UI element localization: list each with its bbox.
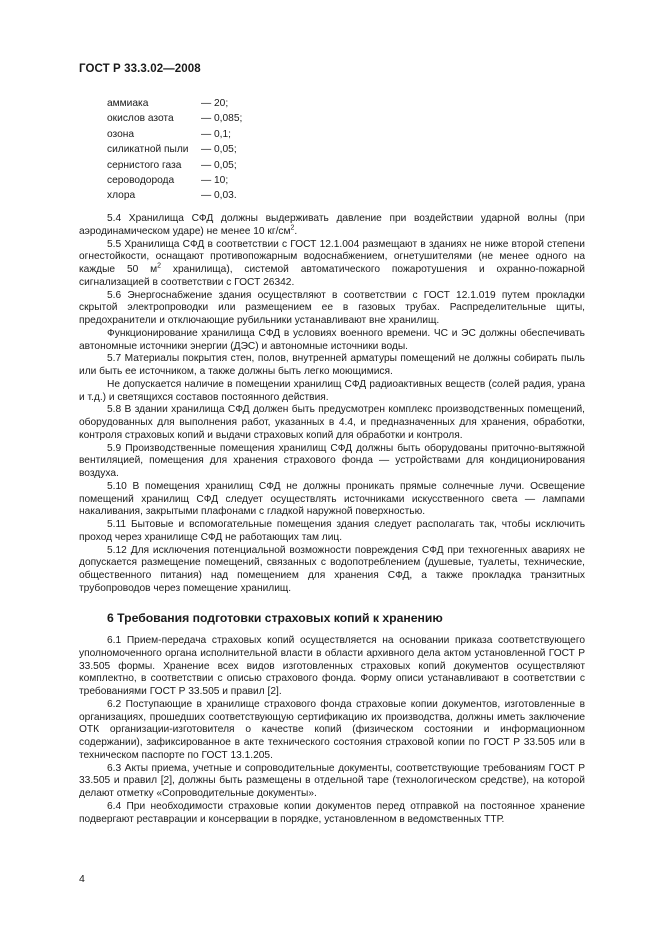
- gas-name: сероводорода: [107, 175, 175, 187]
- clause-6-1: 6.1 Прием-передача страховых копий осуществляется на основании приказа соответствующего уполномоченного органа исполнительной власти в области архивного дела актом установленной ГОСТ Р 33.505 формы. Хранение всех видов изготовленных страховых копий документов осуществляют комплектно, в соответствии с описью страхового фонда. Форму описи устанавливают в соответствии с требованиями ГОСТ Р 33.505 и правил [2].: [79, 635, 585, 697]
- list-item: [107, 158, 242, 173]
- clause-6-4: 6.4 При необходимости страховые копии документов перед отправкой на постоянное хранение подвергают реставрации и консервации в порядке, установленном в ведомственных ТТР.: [79, 800, 585, 825]
- gas-value: — 0,05;: [201, 159, 237, 171]
- gas-name: озона: [107, 128, 135, 140]
- clause-5-6-wartime: Функционирование хранилища СФД в условиях военного времени. ЧС и ЭС должны обеспечивать автономные источники энергии (ДЭС) и автономные источники воды.: [79, 327, 585, 352]
- gas-value: — 0,1;: [201, 128, 232, 140]
- list-item: [107, 111, 242, 126]
- gas-name: сернистого газа: [107, 159, 182, 171]
- clause-6-2: 6.2 Поступающие в хранилище страхового фонда страховые копии документов, изготовленные в организациях, прошедших соответствующую сертификацию их производства, должны иметь заключение ОТК организации-изготовителя о качестве копий (физическом состоянии и информационном содержании), зафиксированное в акте технического состояния страховой копии по ГОСТ Р 33.505 или в техническом паспорте по ГОСТ 13.1.205.: [79, 698, 585, 761]
- gas-value: — 20;: [201, 98, 229, 109]
- clause-5-6: 5.6 Энергоснабжение здания осуществляют в соответствии с ГОСТ 12.1.019 путем прокладки скрытой электропроводки или размещением ее в газовых трубах. Распределительные щиты, предохранители и отключающие рубильники устанавливают вне хранилищ.: [79, 289, 585, 326]
- gas-value: — 0,085;: [201, 113, 243, 125]
- clause-5-10: 5.10 В помещения хранилищ СФД не должны проникать прямые солнечные лучи. Освещение помещений хранилищ СФД следует осуществлять источниками искусственного света — лампами накаливания, закрытыми плафонами с гладкой наружной поверхностью.: [79, 480, 585, 518]
- section-6-title: 6 Требования подготовки страховых копий к хранению: [107, 611, 443, 625]
- list-item: [107, 127, 242, 142]
- gas-name: аммиака: [107, 98, 149, 109]
- list-item: [107, 173, 242, 188]
- clause-5-8: 5.8 В здании хранилища СФД должен быть предусмотрен комплекс производственных помещений, оборудованных для выполнения работ, указанных в 4.4, и предназначенных для хранения, обработки, контроля страховых копий и выдачи страховых копий для обработки и контроля.: [79, 404, 585, 441]
- list-item: [107, 142, 242, 157]
- gas-value: — 0,03.: [201, 190, 237, 202]
- clause-5-11: 5.11 Бытовые и вспомогательные помещения здания следует располагать так, чтобы исключить проход через хранилище СФД не работающих там лиц.: [79, 519, 585, 543]
- clause-5-9: 5.9 Производственные помещения хранилищ СФД должны быть оборудованы приточно-вытяжной вентиляцией, помещения для хранения страхового фонда — устройствами для кондиционирования воздуха.: [79, 442, 585, 479]
- clause-5-5: 5.5 Хранилища СФД в соответствии с ГОСТ 12.1.004 размещают в зданиях не ниже второй степени огнестойкости, оснащают противопожарным водоснабжением, огнетушителями (не менее одного на каждые 50 $м^2$ хранилища), системой автоматического пожаротушения и охранно-пожарной сигнализацией в соответствии с ГОСТ 26342.: [79, 238, 585, 288]
- gas-name: силикатной пыли: [107, 144, 189, 156]
- gas-name: окислов азота: [107, 113, 174, 125]
- section-6-clauses: [79, 635, 585, 826]
- clause-5-12: 5.12 Для исключения потенциальной возможности повреждения СФД при техногенных авариях не допускается размещение помещений, связанных с водопотреблением (душевые, туалеты, технические, общественного питания) над помещением для хранения СФД, а также прокладка транзитных трубопроводов через помещение хранилищ.: [79, 544, 585, 594]
- document-header: ГОСТ Р 33.3.02—2008: [79, 63, 201, 75]
- gas-value: — 10;: [201, 175, 229, 187]
- clause-5-7-radioactive: Не допускается наличие в помещении хранилищ СФД радиоактивных веществ (солей радия, урана и т.д.) и светящихся составов постоянного действия.: [79, 378, 585, 403]
- list-item: [107, 96, 242, 111]
- clause-5-7: 5.7 Материалы покрытия стен, полов, внутренней арматуры помещений не должны собирать пыль или быть ее источником, а также должны быть легко моющимися.: [79, 353, 585, 377]
- section-5-clauses: [79, 213, 585, 596]
- clause-6-3: 6.3 Акты приема, учетные и сопроводительные документы, соответствующие требованиям ГОСТ Р 33.505 и правил [2], должны быть размещены в отдельной таре (технологическом средстве), на которой делают отметку «Сопроводительные документы».: [79, 762, 585, 799]
- clause-5-4: 5.4 Хранилища СФД должны выдерживать давление при воздействии ударной волны (при аэродинамическом ударе) не менее 10 $кг/см^2$.: [79, 213, 585, 237]
- page-number: 4: [79, 873, 85, 885]
- gas-value: — 0,05;: [201, 144, 237, 156]
- gas-concentration-list: [107, 96, 242, 204]
- gas-name: хлора: [107, 190, 136, 202]
- list-item: [107, 188, 242, 203]
